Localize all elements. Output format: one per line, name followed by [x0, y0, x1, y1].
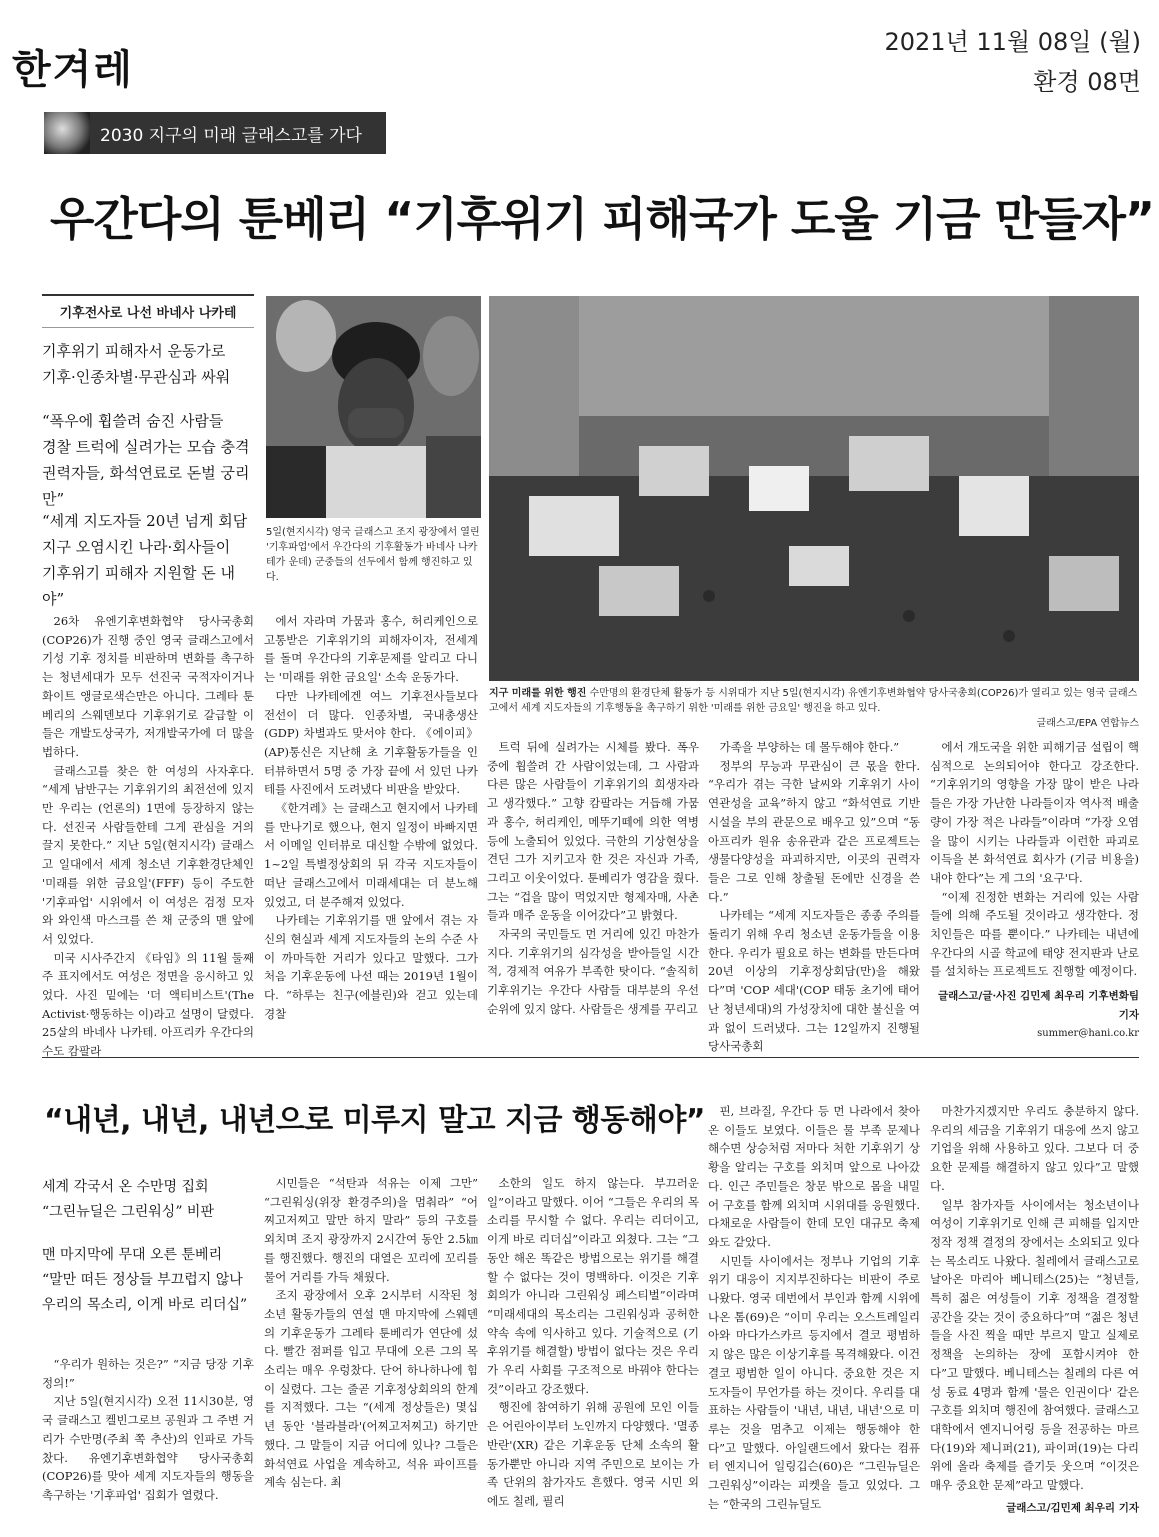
- article2-column-5: [930, 1102, 1139, 1517]
- article2-column-2: [264, 1174, 478, 1492]
- article1-column-1: [42, 612, 254, 1061]
- paragraph: 지난 5일(현지시각) 오전 11시30분, 영국 글래스고 켈빈그로브 공원과 그 주변 거리가 수만명(주최 쪽 추산)의 인파로 가득 찼다. 유엔기후변화협약 당사국총회(COP26)를 맞아 세계 지도자들의 행동을 촉구하는 '기후파업' 집회가 열렸다.: [42, 1394, 254, 1502]
- main-headline: 우간다의 툰베리 “기후위기 피해국가 도울 기금 만들자”: [50, 192, 1155, 246]
- subhead-line: 세계 각국서 온 수만명 집회: [42, 1179, 209, 1195]
- article-divider: [42, 1057, 1139, 1058]
- paragraph: 글래스고를 찾은 한 여성의 사자후다. “세계 남반구는 기후위기의 최전선에 있지만 우리는 (언론의) 1면에 등장하지 않는다. 선진국 사람들한테 그게 관심을 거의 끌지 못한다.” 지난 5일(현지시각) 글래스고 일대에서 세계 청소년 기후환경단체인 '미래를 위한 금요일'(FFF) 등이 주도한 '기후파업' 시위에서 이 여성은 검정 모자와 와인색 마스크를 쓴 채 군중의 맨 앞에 서 있었다.: [42, 763, 254, 946]
- subhead-line: 기후·인종차별·무관심과 싸워: [42, 368, 231, 386]
- paragraph: 26차 유엔기후변화협약 당사국총회(COP26)가 진행 중인 영국 글래스고에서 기성 기후 정치를 비판하며 변화를 촉구하는 청년세대가 모두 선진국 국적자이거나 화이트 앵글로색슨만은 아니다. 그레타 툰베리의 스웨덴보다 기후위기로 갈급할 이들은 개발도상국가, 저개발국가에 더 많을 법하다.: [42, 614, 254, 759]
- subhead-line: “말만 떠든 정상들 부끄럽지 않나: [42, 1272, 243, 1288]
- subhead-line: 맨 마지막에 무대 오른 툰베리: [42, 1247, 223, 1263]
- newspaper-logo: 한겨레: [12, 47, 134, 93]
- subhead-line: 기후위기 피해자서 운동가로: [42, 342, 226, 360]
- march-photo-caption: [489, 686, 1139, 731]
- paragraph: 트럭 뒤에 실려가는 시체를 봤다. 폭우 중에 휩쓸려 간 사람이었는데, 그 사람과 다른 많은 사람들이 기후위기의 희생자라고 생각했다.” 고향 캄팔라는 거듭해 가뭄과 홍수, 허리케인, 메뚜기떼에 의한 역병 등에 노출되어 있었다. 극한의 기상현상을 견딘 그가 지키고자 한 것은 자신과 가족, 그리고 이웃이었다. 툰베리가 영감을 줬다. 그는 “겁을 많이 먹었지만 형제자매, 사촌들과 매주 운동을 이어갔다”고 밝혔다.: [487, 740, 699, 923]
- activist-photo: [266, 296, 481, 518]
- subhead-2: [42, 408, 257, 512]
- paragraph: 나카테는 기후위기를 맨 앞에서 겪는 자신의 현실과 세계 지도자들의 논의 수준 사이 까마득한 거리가 있다고 말했다. 그가 처음 기후운동에 나선 때는 2019년 1월이다. “하루는 친구(에블린)와 걷고 있는데 경찰: [264, 913, 478, 1021]
- paragraph: 미국 시사주간지 《타임》의 11월 둘째 주 표지에서도 여성은 정면을 응시하고 있었다. 사진 밑에는 '더 액티비스트'(The Activist·행동하는 이)라고 설명이 달렸다. 25살의 바네사 나카테. 아프리카 우간다의 수도 캄팔라: [42, 950, 254, 1059]
- article2-subhead-1: [42, 1175, 257, 1225]
- paragraph: 소한의 일도 하지 않는다. 부끄러운 일”이라고 말했다. 이어 “그들은 우리의 목소리를 무시할 수 없다. 우리는 리더이고, 이게 바로 리더십”이라고 외쳤다. 그는 “그동안 해온 똑같은 방법으로는 위기를 해결할 수 없다는 것이 명백하다. 이것은 기후회의가 아니라 그린워싱 페스티벌”이라며 “미래세대의 목소리는 그린워싱과 공허한 약속 속에 익사하고 있다. 기술적으로 (기후위기를 해결할) 방법이 없다는 것은 우리가 우리 사회를 구조적으로 바꿔야 한다는 것”이라고 강조했다.: [487, 1176, 699, 1396]
- article2-byline: 글래스고/김민제 최우리 기자: [1006, 1501, 1139, 1514]
- article2-column-1: [42, 1355, 254, 1505]
- article1-column-3: [487, 738, 699, 1019]
- paragraph: 마찬가지겠지만 우리도 충분하지 않다. 우리의 세금을 기후위기 대응에 쓰지 않고 기업을 위해 사용하고 있다. 그보다 더 중요한 문제를 해결하지 않고 있다”고 말했다.: [930, 1104, 1139, 1193]
- subhead-line: 권력자들, 화석연료로 돈벌 궁리만”: [42, 464, 250, 508]
- paragraph: 가족을 부양하는 데 몰두해야 한다.”: [719, 740, 900, 754]
- article1-column-4: [708, 738, 920, 1056]
- subhead-line: 지구 오염시킨 나라·회사들이: [42, 538, 231, 556]
- article1-column-2: [264, 612, 478, 1023]
- paragraph: 정부의 무능과 무관심이 큰 몫을 한다. “우리가 겪는 극한 날씨와 기후위기 사이 연관성을 교육”하지 않고 “화석연료 기반 시설을 부의 관문으로 배우고 있”으며 “동아프리카 원유 송유관과 같은 프로젝트는 생물다양성을 파괴하지만, 이곳의 권력자들은 그로 인해 창출될 돈에만 신경을 쓴다.”: [708, 758, 920, 904]
- paragraph: “우리가 원하는 것은?” “지금 당장 기후정의!”: [42, 1357, 254, 1390]
- paragraph: 시민들은 “석탄과 석유는 이제 그만” “그린워싱(위장 환경주의)을 멈춰라” “어찌고저찌고 말만 하지 말라” 등의 구호를 외치며 조지 광장까지 2시간여 동안 2.5㎞를 행진했다. 행진의 대열은 꼬리에 꼬리를 물어 거리를 가득 채웠다.: [264, 1176, 478, 1284]
- article1-byline: 글래스고/글·사진 김민제 최우리 기후변화팀 기자: [937, 990, 1139, 1021]
- globe-icon: [44, 112, 90, 154]
- reporter-email: summer@hani.co.kr: [1037, 1027, 1139, 1039]
- caption-text: 수만명의 환경단체 활동가 등 시위대가 지난 5일(현지시각) 유엔기후변화협약 당사국총회(COP26)가 열리고 있는 영국 글래스고에서 세계 지도자들의 기후행동을 촉구하기 위한 '미래를 위한 금요일' 행진을 하고 있다.: [489, 688, 1138, 714]
- article2-column-4: [708, 1102, 920, 1513]
- subhead-line: “세계 지도자들 20년 넘게 회담: [42, 512, 248, 530]
- activist-photo-caption: 5일(현지시각) 영국 글래스고 조지 광장에서 열린 '기후파업'에서 우간다의 기후활동가 바네사 나카테가 운데) 군중들의 선두에서 함께 행진하고 있다.: [266, 527, 480, 583]
- article1-column-5: [930, 738, 1139, 1043]
- paragraph: 일부 참가자들 사이에서는 청소년이나 여성이 기후위기로 인해 큰 피해를 입지만 정작 정책 결정의 장에서는 소외되고 있다는 목소리도 나왔다. 칠레에서 글래스고로 날아온 마리아 베니테스(25)는 “청년들, 특히 젊은 여성들이 기후 정책을 결정할 공간을 갖는 것이 중요하다”며 “젊은 청년들을 사진 찍을 때만 부르지 말고 실제로 정책을 논의하는 장에 포함시켜야 한다”고 말했다. 베니테스는 칠레의 다른 여성 동료 4명과 함께 '물은 인권이다' 같은 구호를 외치며 행진에 참여했다. 글래스고 대학에서 엔지니어링 등을 전공하는 마르다(19)와 제니퍼(21), 파이퍼(19)는 다리 위에 올라 축제를 즐기듯 웃으며 “이것은 매우 중요한 문제”라고 말했다.: [930, 1197, 1139, 1493]
- subhead-line: 우리의 목소리, 이게 바로 리더십”: [42, 1297, 248, 1313]
- subhead-3: [42, 508, 257, 612]
- paragraph: 자국의 국민들도 먼 거리에 있긴 마찬가지다. 기후위기의 심각성을 받아들일 시간적, 경제적 여유가 부족한 탓이다. “솔직히 기후위기는 우간다 사람들 대부분의 우선순위에 있지 않다. 사람들은 생계를 꾸리고: [487, 927, 699, 1016]
- paragraph: 에서 개도국을 위한 피해기금 설립이 핵심적으로 논의되어야 한다고 강조한다. “기후위기의 영향을 가장 많이 받은 나라들은 가장 가난한 나라들이자 역사적 배출량이 가장 적은 나라들”이라며 “가장 오염을 많이 시키는 나라들과 이런한 파괴로 이득을 본 화석연료 회사가 (기금 비용을) 내야 한다”는 게 그의 '요구'다.: [930, 740, 1139, 885]
- paragraph: 행진에 참여하기 위해 공원에 모인 이들은 어린아이부터 노인까지 다양했다. '멸종반란'(XR) 같은 기후운동 단체 소속의 활동가뿐만 아니라 지역 주민으로 보이는 가족 단위의 참가자도 흔했다. 영국 시민 외에도 칠레, 필리: [487, 1400, 699, 1508]
- subhead-line: 경찰 트럭에 실려가는 모습 충격: [42, 438, 250, 456]
- march-photo: [489, 296, 1139, 681]
- subhead-1: [42, 338, 257, 390]
- kicker: 기후전사로 나선 바네사 나카테: [42, 294, 254, 328]
- paragraph: “이제 진정한 변화는 거리에 있는 사람들에 의해 주도될 것이라고 생각한다. 정치인들은 따를 뿐이다.” 나카테는 내년에 우간다의 시골 학교에 태양 전지판과 난로를 설치하는 프로젝트도 진행할 예정이다.: [930, 889, 1139, 979]
- caption-title: 지구 미래를 위한 행진: [489, 688, 587, 699]
- photo-credit: 글래스고/EPA 연합뉴스: [1036, 718, 1139, 729]
- publication-date: 2021년 11월 08일 (월): [884, 28, 1141, 56]
- subhead-line: “그린뉴딜은 그린워싱” 비판: [42, 1204, 214, 1220]
- article2-column-3: [487, 1174, 699, 1511]
- series-label: 2030 지구의 미래 글래스고를 가다: [100, 125, 362, 146]
- article2-subhead-2: [42, 1243, 257, 1318]
- paragraph: 시민들 사이에서는 정부나 기업의 기후위기 대응이 지지부진하다는 비판이 주로 나왔다. 영국 데번에서 부인과 함께 시위에 나온 톰(69)은 “이미 우리는 오스트레일리아와 마다가스카르 등지에서 결코 평범하지 않은 많은 이상기후를 목격해왔다. 이건 결코 평범한 일이 아니다. 중요한 것은 지도자들이 무언가를 하는 것이다. 우리를 대표하는 사람들이 '내년, 내년, 내년'으로 미루는 것을 멈추고 이제는 행동해야 한다”고 말했다. 아일랜드에서 왔다는 컴퓨터 엔지니어 일링깁슨(60)은 “그린뉴딜은 그린워싱”이라는 피켓을 들고 있었다. 그는 “한국의 그린뉴딜도: [708, 1253, 920, 1511]
- subhead-line: 기후위기 피해자 지원할 돈 내야”: [42, 564, 235, 608]
- paragraph: 조지 광장에서 오후 2시부터 시작된 청소년 활동가들의 연설 맨 마지막에 스웨덴의 기후운동가 그레타 툰베리가 연단에 섰다. 빨간 점퍼를 입고 무대에 오른 그의 목소리는 매우 우렁찼다. 단어 하나하나에 힘이 실렸다. 그는 줄곧 기후정상회의의 한계를 지적했다. 그는 “(세계 정상들은) 몇십년 동안 '블라블라'(어찌고저찌고) 하기만 했다. 그 말들이 지금 어디에 있나? 그들은 화석연료 사업을 계속하고, 석유 파이프를 계속 심는다. 최: [264, 1288, 478, 1490]
- subhead-line: “폭우에 휩쓸려 숨진 사람들: [42, 412, 224, 430]
- paragraph: 에서 자라며 가뭄과 홍수, 허리케인으로 고통받은 기후위기의 피해자이자, 전세계를 돌며 우간다의 기후문제를 알리고 다니는 '미래를 위한 금요일' 소속 운동가다.: [264, 614, 478, 685]
- paragraph: 핀, 브라질, 우간다 등 먼 나라에서 찾아온 이들도 보였다. 이들은 물 부족 문제나 해수면 상승처럼 저마다 처한 기후위기 상황을 알리는 구호를 외치며 앞으로 나아갔다. 인근 주민들은 창문 밖으로 몸을 내밀어 구호를 함께 외치며 시위대를 응원했다. 다채로운 사람들이 한데 모인 대규모 축제와도 같았다.: [708, 1104, 920, 1249]
- paragraph: 《한겨레》는 글래스고 현지에서 나카테를 만나기로 했으나, 현지 일정이 바빠지면서 이메일 인터뷰로 대신할 수밖에 없었다. 1~2일 특별정상회의 뒤 각국 지도자들이 떠난 글래스고에서 미래세대는 더 분노해 있었고, 더 분주해져 있었다.: [264, 801, 478, 909]
- second-headline: “내년, 내년, 내년으로 미루지 말고 지금 행동해야”: [44, 1103, 706, 1138]
- series-banner: [44, 112, 386, 154]
- paragraph: 다만 나카테에겐 여느 기후전사들보다 전선이 더 많다. 인종차별, 국내총생산(GDP) 차별과도 맞서야 한다. 《에이피》(AP)통신은 지난해 초 기후활동가들을 인터뷰하면서 5명 중 가장 끝에 서 있던 나카테를 사진에서 도려냈다 비판을 받았다.: [264, 688, 478, 797]
- section-page: 환경 08면: [1033, 68, 1141, 96]
- paragraph: 나카테는 “세계 지도자들은 종종 주의를 돌리기 위해 우리 청소년 운동가들을 이용한다. 우리가 필요로 하는 변화를 만든다며 20년 이상의 기후정상회담(만)을 해왔다”며 'COP 세대'(COP 태동 초기에 태어난 청년세대)의 가성장치에 대한 불신을 여과 없이 드러냈다. 그는 12일까지 진행될 당사국총회: [708, 908, 920, 1054]
